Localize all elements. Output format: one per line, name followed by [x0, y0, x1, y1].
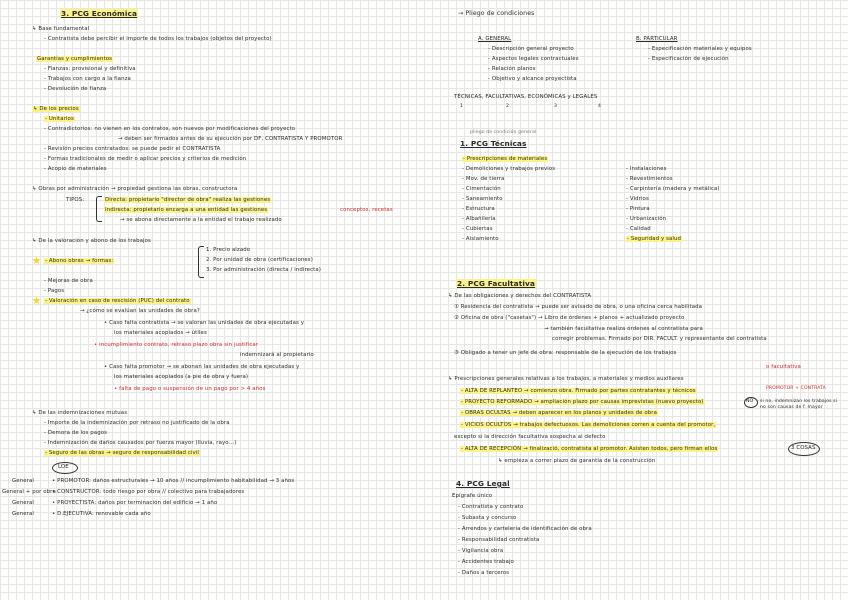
- note-line: → también facultativa realiza órdenes al contratista para: [544, 326, 703, 332]
- list-item: - Cimentación: [462, 186, 501, 192]
- section-3-title: 3. PCG Económica: [61, 9, 138, 18]
- brace: [96, 196, 102, 222]
- note-line: ① Residencia del contratista → puede ser avisado de obra, o una oficina cerca habilitada: [454, 304, 703, 310]
- note-line: indemnizará al propietario: [240, 352, 314, 358]
- note-line: - Contradictorios: no vienen en los contratos, son nuevos por modificaciones del proyecto: [44, 126, 296, 132]
- list-item: - Cubiertas: [462, 226, 493, 232]
- list-item: - Arrendos y cartelería de identificación de obra: [458, 526, 592, 532]
- note-line: → deben ser firmados antes de su ejecución por DF, CONTRATISTA Y PROMOTOR: [118, 136, 343, 142]
- list-item: - Mov. de tierra: [462, 176, 505, 182]
- no-label: NO: [746, 399, 754, 404]
- subheading: ↳ De las obligaciones y derechos del CONTRATISTA: [448, 293, 592, 299]
- list-item: - Relación planos: [488, 66, 536, 72]
- note-line: - Revisión precios contratados: se puede pedir el CONTRATISTA: [44, 146, 221, 152]
- loe-row-key: General: [12, 500, 34, 506]
- list-item: - Albañilería: [462, 216, 496, 222]
- list-item: - Daños a terceros: [458, 570, 510, 576]
- note-line: - Contratista debe percibir el importe de todos los trabajos (objetos del proyecto): [44, 36, 272, 42]
- note-line: - Pagos: [44, 288, 65, 294]
- note-line: - Unitarios: [45, 116, 74, 122]
- list-item: - Accidentes trabajo: [458, 559, 514, 565]
- note-line: - Demora de los pagos: [44, 430, 108, 436]
- list-item: - Estructura: [462, 206, 495, 212]
- note-line: - Valoración en caso de rescisión (PUC) del contrato: [45, 298, 190, 304]
- note-line: Indirecta: propietario encarga a una entidad las gestiones: [105, 207, 268, 213]
- kind-number: 2: [506, 104, 510, 109]
- list-item: - Pintura: [626, 206, 650, 212]
- note-line: • Caso falta promotor → se abonan las unidades de obra ejecutadas y: [104, 364, 300, 370]
- star-icon: [32, 296, 41, 305]
- note-line: - Importe de la indemnización por retraso no justificado de la obra: [44, 420, 230, 426]
- note-line: - ALTA DE REPLANTEO → comienzo obra. Firmado por partes contratantes y técnicos: [461, 388, 696, 394]
- list-item: - Revestimientos: [626, 176, 673, 182]
- note-line: → se abona directamente a la entidad el trabajo realizado: [120, 217, 282, 223]
- list-item: - Demoliciones y trabajos previos: [462, 166, 556, 172]
- list-item: - Prescripciones de materiales: [463, 156, 548, 162]
- list-item: - Urbanización: [626, 216, 667, 222]
- note-line: - Devolución de fianza: [44, 86, 107, 92]
- loe-row-key: General: [12, 511, 34, 517]
- pliego-particular: B. PARTICULAR: [636, 36, 678, 42]
- loe-row-value: • PROMOTOR: daños estructurales → 10 años // incumplimiento habitabilidad → 3 años: [52, 478, 295, 484]
- subheading: ↳ De los precios: [33, 106, 79, 112]
- note-line: - Seguro de las obras → seguro de responsabilidad civil: [45, 450, 200, 456]
- section-4-title: 4. PCG Legal: [456, 479, 510, 488]
- subheading: ↳ Obras por administración → propiedad gestiona las obras, constructora: [32, 186, 238, 192]
- red-note: o facultativa: [766, 364, 801, 370]
- note-line: ③ Obligado a tener un jefe de obra: responsable de la ejecución de los trabajos: [454, 350, 677, 356]
- list-item: - Saneamiento: [462, 196, 503, 202]
- list-item: - Contratista y contrato: [458, 504, 524, 510]
- note-line: ↳ empieza a correr plazo de garantía de la construcción: [498, 458, 656, 464]
- note-line: ↳ Base fundamental: [32, 26, 90, 32]
- loe-row-key: General + por obra: [2, 489, 56, 495]
- red-note: • falta de pago o suspensión de un pago por > 4 años: [114, 386, 266, 392]
- list-item: - Vidrios: [626, 196, 649, 202]
- red-note: conceptos, recetas: [340, 207, 393, 213]
- label: TIPOS:: [66, 197, 85, 203]
- list-item: - Especificación de ejecución: [648, 56, 729, 62]
- loe-row-value: • CONSTRUCTOR: todo riesgo por obra // colectivo para trabajadores: [52, 489, 245, 495]
- note-line: 2. Por unidad de obra (certificaciones): [206, 257, 313, 263]
- note-line: - Acopio de materiales: [44, 166, 107, 172]
- note-line: 3. Por administración (directa / indirecta): [206, 267, 321, 273]
- note-line: - Trabajos con cargo a la fianza: [44, 76, 131, 82]
- list-item: - Seguridad y salud: [627, 236, 682, 242]
- list-item: - Responsabilidad contratista: [458, 537, 540, 543]
- list-item: - Vigilancia obra: [458, 548, 504, 554]
- tres-cosas-label: 3 COSAS: [791, 445, 816, 451]
- note-line: - OBRAS OCULTAS → deben aparecer en los planos y unidades de obra: [461, 410, 657, 416]
- note-line: - Formas tradicionales de medir o aplicar precios y criterios de medición: [44, 156, 247, 162]
- red-note: PROMOTOR + CONTRATA: [766, 386, 826, 391]
- star-icon: [32, 256, 41, 265]
- loe-row-value: • PROYECTISTA: daños por terminación del edificio → 1 año: [52, 500, 218, 506]
- list-item: - Objetivo y alcance proyectista: [488, 76, 577, 82]
- note-line: ② Oficina de obra ("casetas") → Libro de órdenes + planos + actualizado proyecto: [454, 315, 685, 321]
- list-item: - Instalaciones: [626, 166, 667, 172]
- loe-label: LOE: [58, 464, 69, 470]
- list-item: - Aislamiento: [462, 236, 499, 242]
- loe-row-key: General: [12, 478, 34, 484]
- note-line: si no, indemnizan los trabajos si no son causas de f. mayor: [760, 399, 838, 410]
- note-line: corregir problemas. Firmado por DIR. FACULT. y representante del contratista: [552, 336, 767, 342]
- subheading: Epígrafe único: [452, 493, 493, 499]
- subheading: Garantías y cumplimientos: [37, 56, 113, 62]
- note-line: excepto si la dirección facultativa sospecha al defecto: [454, 434, 606, 440]
- note-line: - Abono obras → formas:: [45, 258, 114, 264]
- list-item: - Calidad: [626, 226, 651, 232]
- note-line: Directa: propietario "director de obra" realiza las gestiones: [105, 197, 271, 203]
- note-line: - Indemnización de daños causados por fuerza mayor (lluvia, rayo…): [44, 440, 237, 446]
- kind-number: 3: [554, 104, 558, 109]
- list-item: - Descripción general proyecto: [488, 46, 574, 52]
- list-item: - Especificación materiales y equipos: [648, 46, 752, 52]
- section-2-title: 2. PCG Facultativa: [457, 279, 535, 288]
- pliego-title: → Pliego de condiciones: [458, 10, 535, 17]
- kind-number: 1: [460, 104, 464, 109]
- note-line: - Mejoras de obra: [44, 278, 93, 284]
- note-line: los materiales acopiados (a pie de obra y fuera): [114, 374, 249, 380]
- pliego-general: A. GENERAL: [478, 36, 512, 42]
- note-line: - Fianzas: provisional y definitiva: [44, 66, 136, 72]
- subheading: ↳ De la valoración y abono de los trabajos: [32, 238, 151, 244]
- brace: [198, 246, 204, 278]
- loe-row-value: • D.EJECUTIVA: renovable cada año: [52, 511, 151, 517]
- pliego-note: pliego de condición general: [470, 130, 537, 135]
- kind-number: 4: [598, 104, 602, 109]
- list-item: - Subasta y concurso: [458, 515, 517, 521]
- list-item: - Carpintería (madera y metálica): [626, 186, 720, 192]
- note-line: • Caso falta contratista → se valoran las unidades de obra ejecutadas y: [104, 320, 304, 326]
- note-line: 1. Precio alzado: [206, 247, 251, 253]
- subheading: ↳ De las indemnizaciones mutuas: [32, 410, 128, 416]
- red-note: • incumplimiento contrato, retraso plazo obra sin justificar: [94, 342, 259, 348]
- note-line: - PROYECTO REFORMADO → ampliación plazo por causas imprevistas (nuevo proyecto): [461, 399, 704, 405]
- subheading: ↳ Prescripciones generales relativas a los trabajos, a materiales y medios auxiliares: [448, 376, 684, 382]
- note-line: - ALTA DE RECEPCIÓN → finalizació, contratista al promotor. Asisten todos, pero firman ellos: [461, 446, 718, 452]
- pliego-kinds: TÉCNICAS, FACULTATIVAS, ECONÓMICAS y LEGALES: [454, 94, 598, 100]
- section-1-title: 1. PCG Técnicas: [460, 139, 527, 148]
- note-line: - VICIOS OCULTOS → trabajos defectuosos. Las demoliciones corren a cuenta del promotor,: [461, 422, 716, 428]
- note-line: → ¿cómo se evalúan las unidades de obra?: [80, 308, 200, 314]
- note-line: los materiales acopiados → útiles: [114, 330, 207, 336]
- list-item: - Aspectos legales contractuales: [488, 56, 579, 62]
